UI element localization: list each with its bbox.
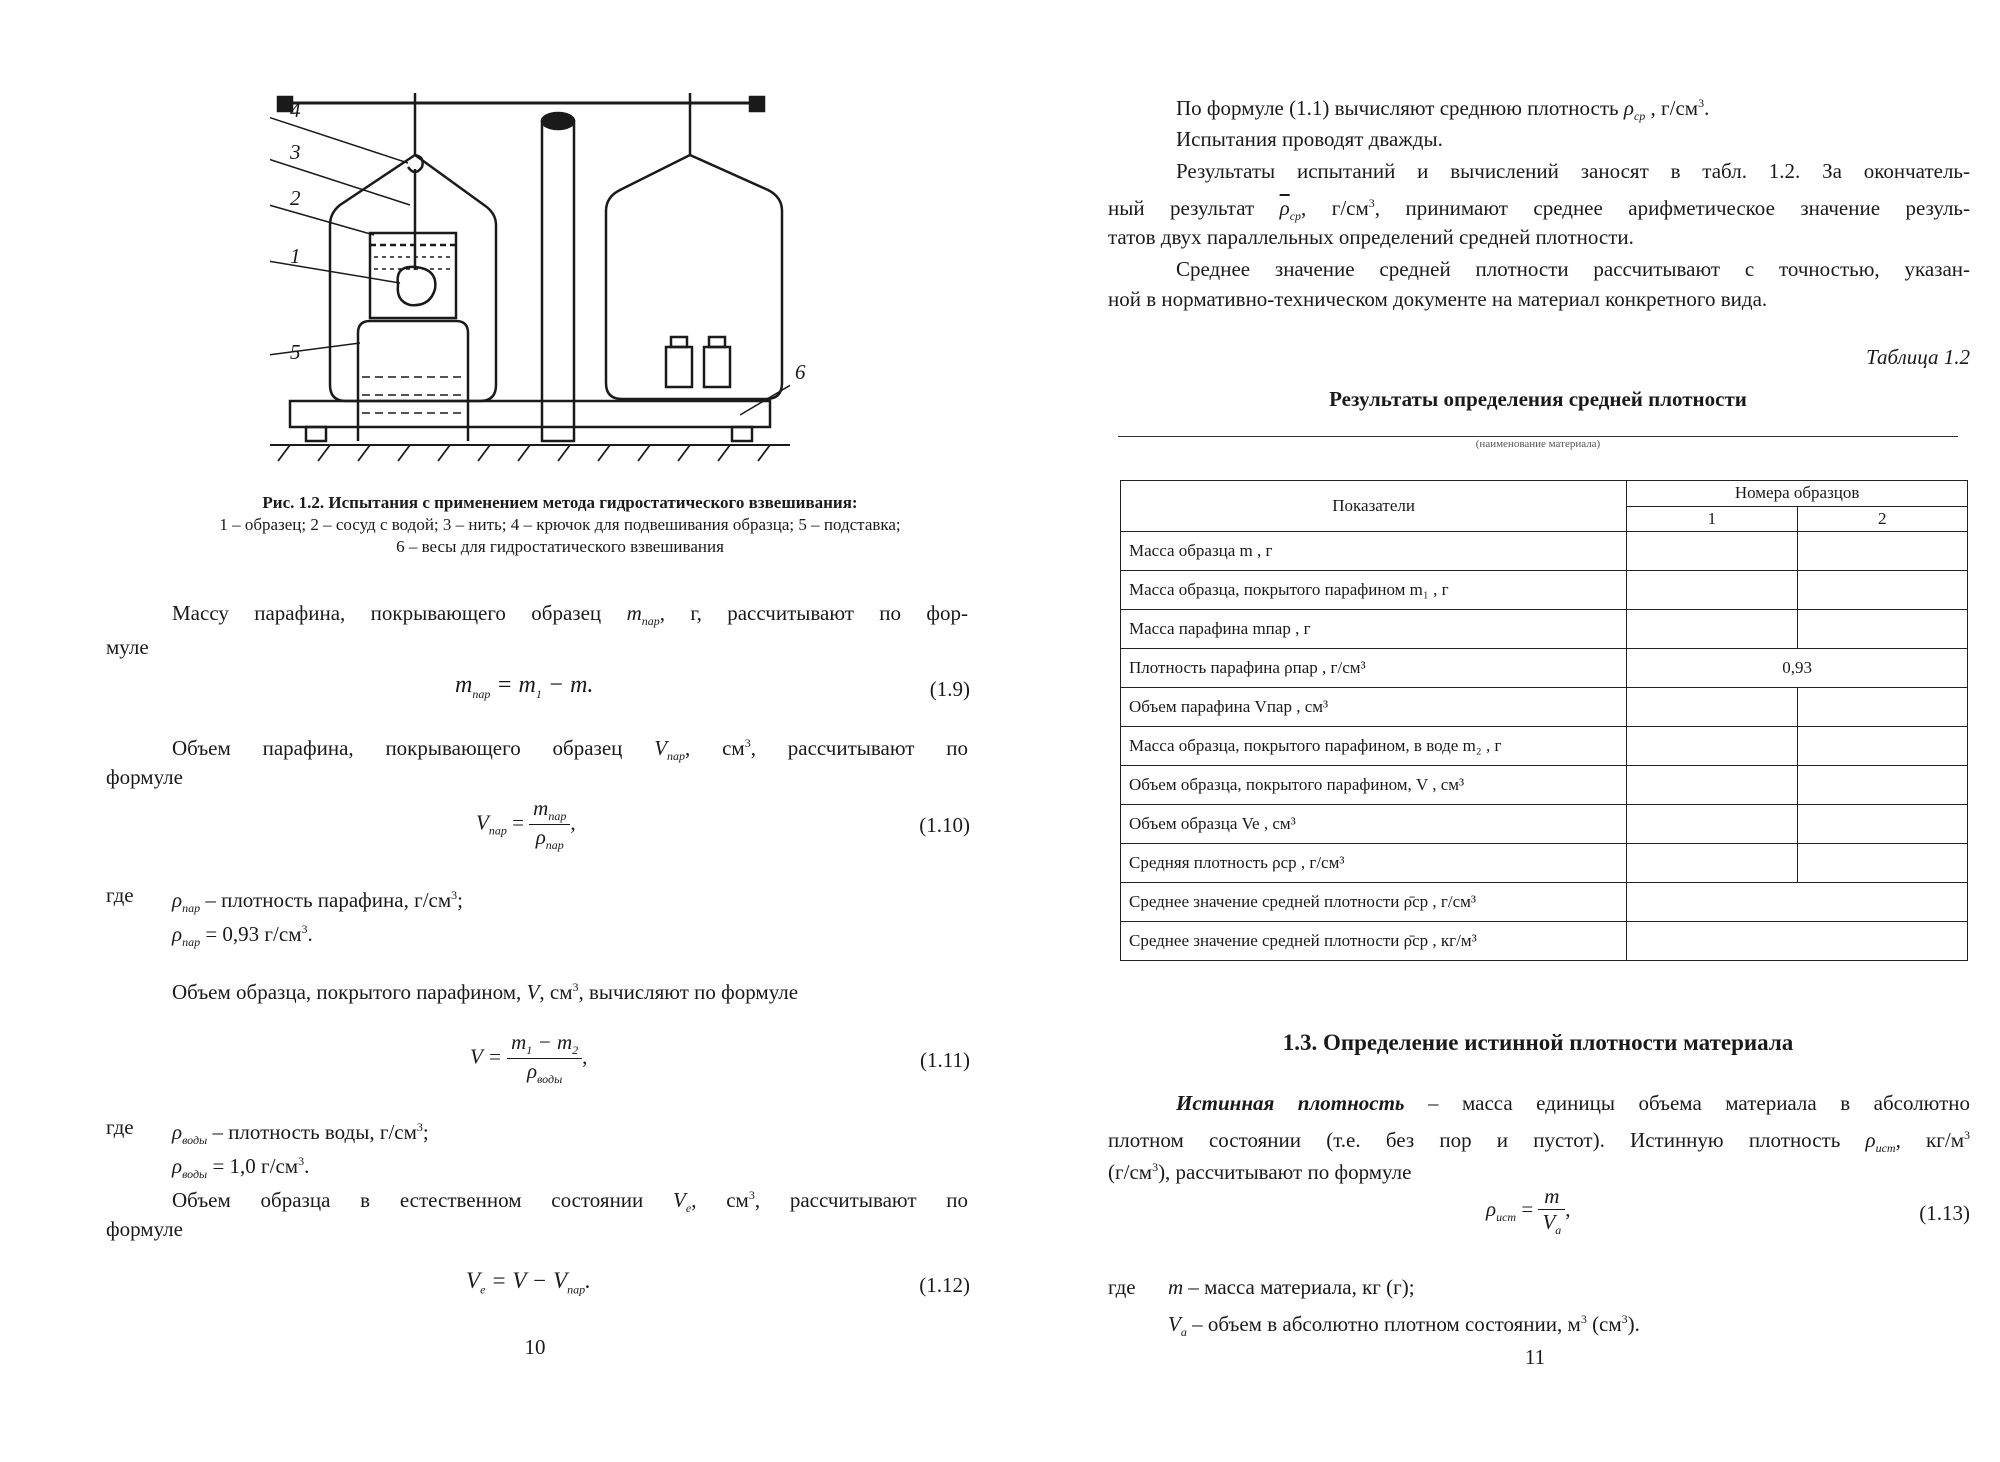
material-name-line (1118, 436, 1958, 437)
table-row (1121, 805, 1968, 844)
paragraph-natural-volume-cont: формуле (106, 1217, 183, 1241)
cell-sample-1 (1627, 610, 1797, 649)
cell-sample-2 (1797, 766, 1967, 805)
cell-paraffin-density-value: 0,93 (1627, 649, 1968, 688)
row-label: Масса парафина mпар , г (1121, 610, 1627, 649)
paragraph-paraffin-volume: Объем парафина, покрывающего образец $V_{пар}$, $см^3$, рассчитывают по (172, 736, 968, 764)
cell-sample-1 (1627, 844, 1797, 883)
paragraph-true-density-def-line3: $(г/см^3)$, рассчитывают по формуле (1108, 1160, 1412, 1184)
row-label: Плотность парафина ρпар , г/см³ (1121, 649, 1627, 688)
table-row (1121, 844, 1968, 883)
paragraph-tests-twice: Испытания проводят дважды. (1176, 127, 1443, 151)
table-row (1121, 610, 1968, 649)
where-water-density-value: $\rho_{воды} = 1,0$ $г/см^3$. (172, 1154, 310, 1182)
row-label: Объем образца, покрытого парафином, V , см³ (1121, 766, 1627, 805)
figure-label-4: 4 (290, 98, 301, 122)
where-label-3: где (1108, 1275, 1136, 1299)
cell-sample-2 (1797, 844, 1967, 883)
cell-sample-2 (1797, 571, 1967, 610)
density-results-table (1120, 480, 1968, 961)
where-label-2: где (106, 1115, 134, 1139)
paragraph-paraffin-mass-cont: муле (106, 635, 149, 659)
cell-sample-2 (1797, 727, 1967, 766)
equation-number-1-9: (1.9) (929, 677, 970, 701)
header-sample-1: 1 (1627, 506, 1797, 532)
page-number-left: 10 (524, 1335, 546, 1359)
paragraph-natural-volume: Объем образца в естественном состоянии $V_e$, $см^3$, рассчитывают по (172, 1188, 968, 1216)
table-row (1121, 922, 1968, 961)
equation-1-9: $m_{пар} = m_1 - m$. (455, 672, 594, 701)
row-label: Масса образца m , г (1121, 532, 1627, 571)
paragraph-paraffin-mass: Массу парафина, покрывающего образец $m_{пар}$, г, рассчитывают по фор- (172, 601, 969, 629)
hydrostatic-scale-figure (270, 85, 790, 475)
table-title: Результаты определения средней плотности (1329, 387, 1747, 411)
figure-caption-legend-line1: 1 – образец; 2 – сосуд с водой; 3 – нить; 4 – крючок для подвешивания образца; 5 – подставка; (219, 515, 901, 534)
row-label: Среднее значение средней плотности ρ̄ср , г/см³ (1121, 883, 1627, 922)
where-label-1: где (106, 883, 134, 907)
row-label: Средняя плотность ρср , г/см³ (1121, 844, 1627, 883)
figure-caption-legend-line2: 6 – весы для гидростатического взвешивания (396, 537, 724, 556)
table-label: Таблица 1.2 (1866, 345, 1970, 369)
figure-label-2: 2 (290, 186, 301, 210)
equation-number-1-10: (1.10) (919, 813, 970, 837)
paragraph-coated-volume: Объем образца, покрытого парафином, V, $см^3$, вычисляют по формуле (172, 980, 799, 1004)
cell-sample-2 (1797, 532, 1967, 571)
cell-sample-2 (1797, 610, 1967, 649)
cell-sample-1 (1627, 727, 1797, 766)
where-paraffin-density: $\rho_{пар}$ – плотность парафина, $г/см^3$; (172, 888, 463, 916)
cell-sample-1 (1627, 532, 1797, 571)
figure-label-6: 6 (795, 360, 806, 384)
paragraph-accuracy-line2: ной в нормативно-техническом документе на материал конкретного вида. (1108, 287, 1768, 311)
equation-1-12: $V_e = V - V_{пар}$. (466, 1268, 591, 1297)
page-number-right: 11 (1524, 1345, 1546, 1369)
cell-sample-1 (1627, 805, 1797, 844)
where-absolute-volume: $V_a$ – объем в абсолютно плотном состоянии, $м^3$ $(см^3)$. (1168, 1312, 1640, 1340)
table-row (1121, 571, 1968, 610)
equation-1-13: $\rho_{ист}$ = $\frac{m}{V_a}$ , (1486, 1184, 1571, 1238)
paragraph-avg-density-formula: По формуле (1.1) вычисляют среднюю плотность $\rho_{ср}$ , $г/см^3$. (1176, 96, 1710, 124)
equation-number-1-11: (1.11) (920, 1048, 970, 1072)
cell-sample-1 (1627, 571, 1797, 610)
row-label: Объем образца Ve , см³ (1121, 805, 1627, 844)
equation-number-1-12: (1.12) (919, 1273, 970, 1297)
cell-sample-2 (1797, 805, 1967, 844)
row-label: Среднее значение средней плотности ρ̄ср , кг/м³ (1121, 922, 1627, 961)
where-paraffin-density-value: $\rho_{пар} = 0,93$ $г/см^3$. (172, 922, 313, 950)
paragraph-results-line3: татов двух параллельных определений средней плотности. (1108, 225, 1634, 249)
equation-1-10: $V_{пар}$ = $\frac{m_{пар}}{\rho_{пар}}$ , (476, 796, 576, 853)
material-name-caption: (наименование материала) (1475, 438, 1601, 450)
paragraph-accuracy-line1: Среднее значение средней плотности рассчитывают с точностью, указан- (1176, 257, 1970, 281)
cell-sample-2 (1797, 688, 1967, 727)
table-row (1121, 727, 1968, 766)
table-row (1121, 688, 1968, 727)
figure-label-5: 5 (290, 340, 301, 364)
figure-label-1: 1 (290, 244, 301, 268)
paragraph-paraffin-volume-cont: формуле (106, 765, 183, 789)
table-row (1121, 532, 1968, 571)
row-label: Объем парафина Vпар , см³ (1121, 688, 1627, 727)
cell-average-g-cm3 (1627, 883, 1968, 922)
cell-average-kg-m3 (1627, 922, 1968, 961)
paragraph-results-line2: ный результат $\overline{\rho}_{ср}$, $г/см^3$, принимают среднее арифметическое значение резуль- (1108, 196, 1970, 224)
where-material-mass: m – масса материала, кг (г); (1168, 1275, 1415, 1299)
cell-sample-1 (1627, 766, 1797, 805)
figure-caption-title: Рис. 1.2. Испытания с применением метода гидростатического взвешивания: (262, 493, 858, 512)
table-row (1121, 883, 1968, 922)
table-row (1121, 766, 1968, 805)
figure-label-3: 3 (290, 140, 301, 164)
where-water-density: $\rho_{воды}$ – плотность воды, $г/см^3$; (172, 1120, 429, 1148)
paragraph-true-density-def-line2: плотном состоянии (т.е. без пор и пустот). Истинную плотность $\rho_{ист}$, $кг/м^3$ (1108, 1128, 1970, 1156)
header-sample-numbers: Номера образцов (1627, 481, 1968, 507)
equation-1-11: V = $\frac{m_1 - m_2}{\rho_{воды}}$ , (470, 1030, 588, 1087)
cell-sample-1 (1627, 688, 1797, 727)
header-sample-2: 2 (1797, 506, 1967, 532)
equation-number-1-13: (1.13) (1919, 1201, 1970, 1225)
paragraph-results-line1: Результаты испытаний и вычислений заносят в табл. 1.2. За окончатель- (1176, 159, 1970, 183)
paragraph-true-density-def-line1: Истинная плотность – масса единицы объема материала в абсолютно (1176, 1091, 1970, 1115)
row-label: Масса образца, покрытого парафином, в воде m₂ , г (1121, 727, 1627, 766)
header-indicators: Показатели (1121, 481, 1627, 532)
table-row (1121, 649, 1968, 688)
section-title: 1.3. Определение истинной плотности материала (1282, 1030, 1794, 1055)
row-label: Масса образца, покрытого парафином m₁ , г (1121, 571, 1627, 610)
